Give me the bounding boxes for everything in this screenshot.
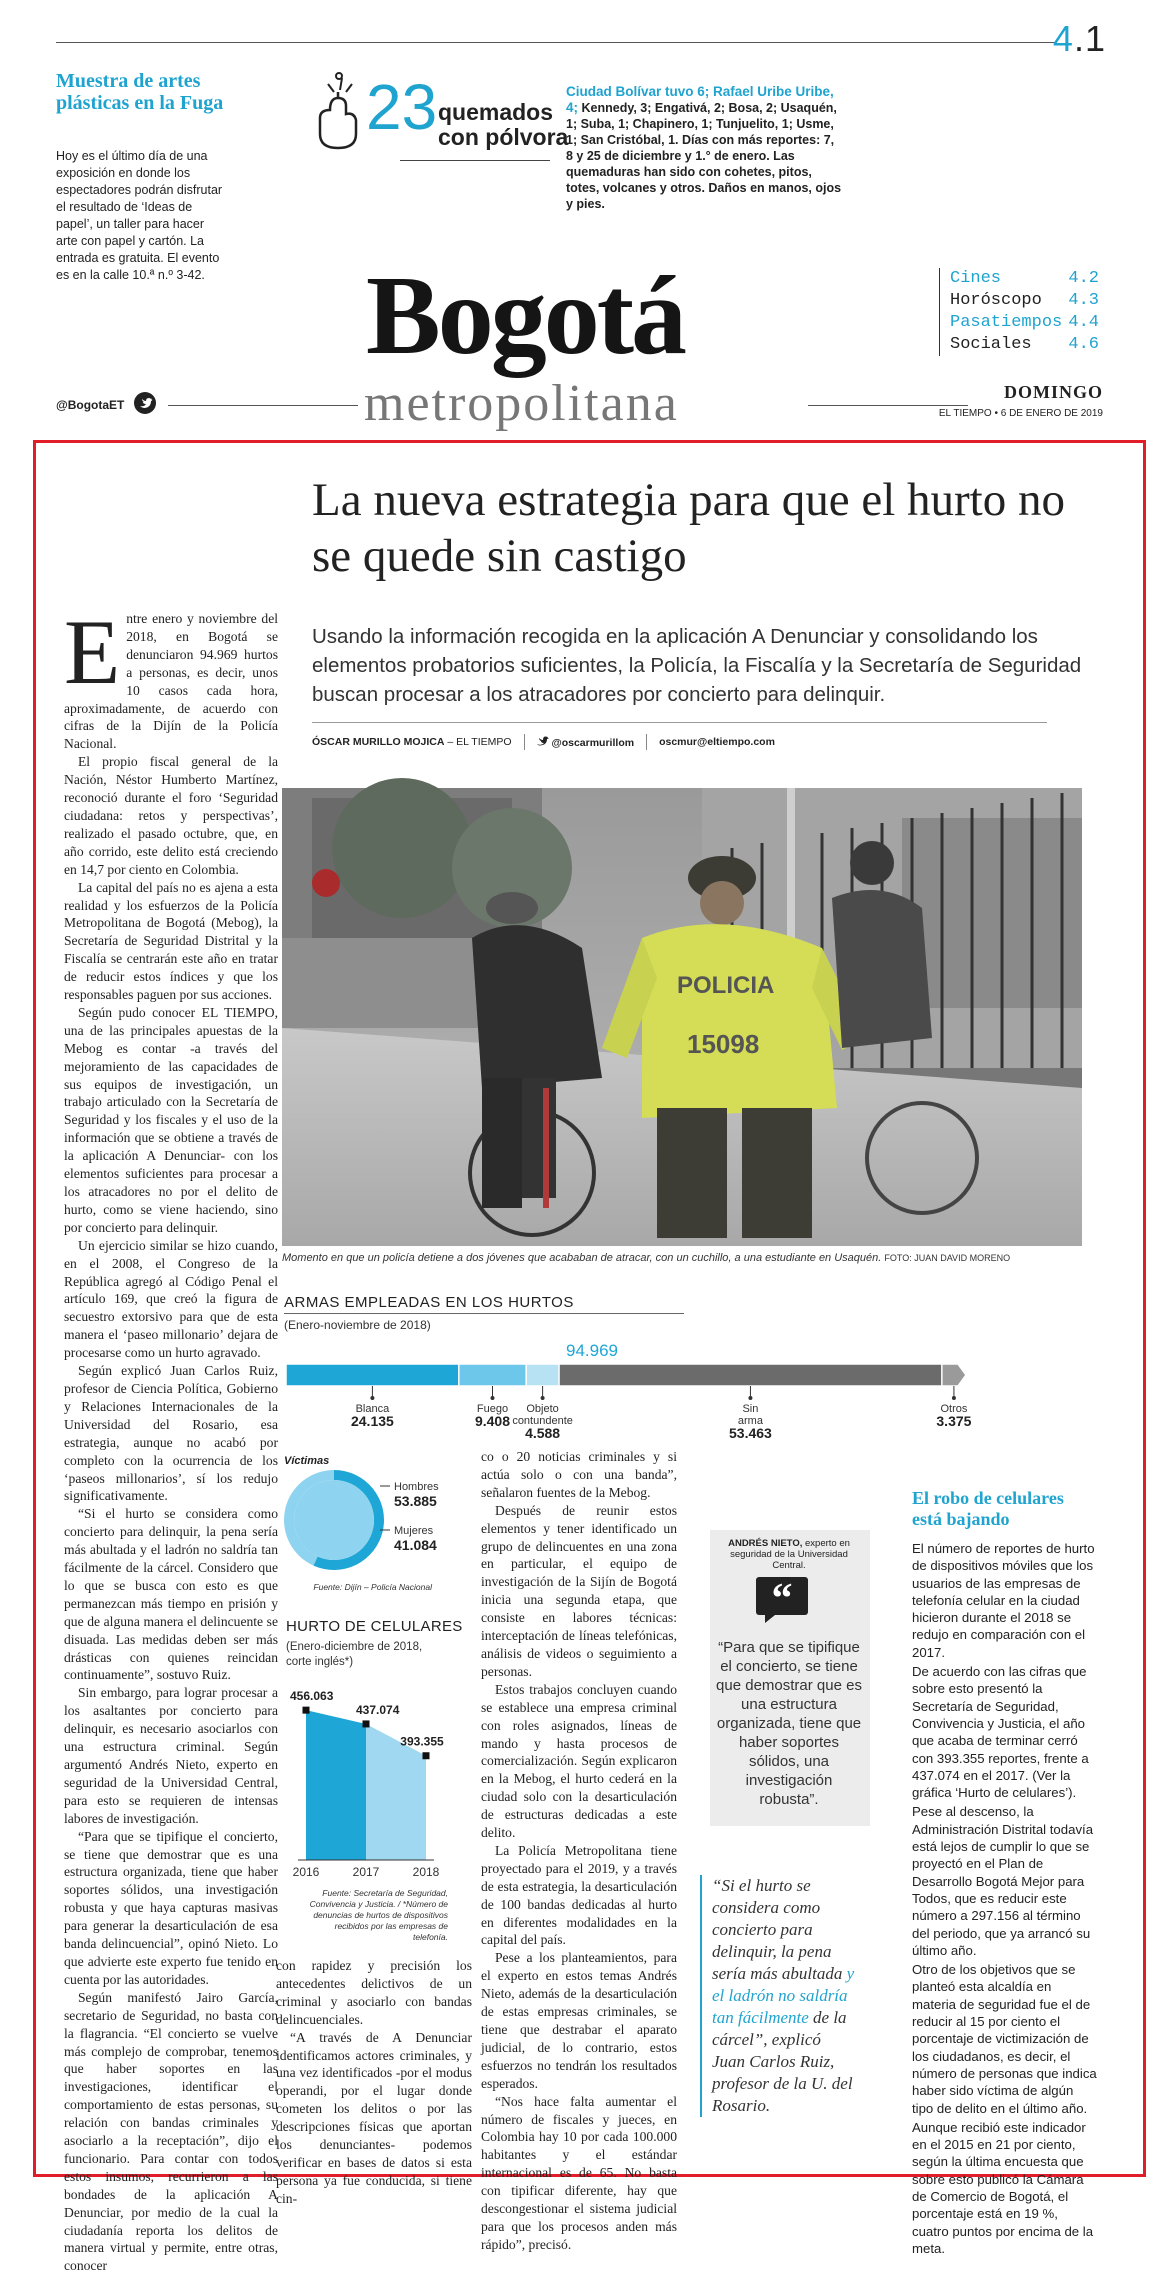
donut-center xyxy=(294,1480,374,1560)
label-dot xyxy=(748,1396,752,1400)
data-point xyxy=(363,1720,370,1727)
index-item[interactable] xyxy=(950,290,1099,312)
byline-separator xyxy=(646,734,647,750)
header-rule-right xyxy=(808,405,968,406)
index-item[interactable] xyxy=(950,268,1099,290)
body-paragraph: Sin embargo, para lograr procesar a los asaltantes por concierto para delinquir, es necesario asociarlos con una estructura criminal. Según argumentó Andrés Nieto, experto en seguridad de la Universidad Central, para esto se requieren de intensas labores de investigación. xyxy=(64,1685,278,1826)
body-paragraph: Estos trabajos concluyen cuando se establece una empresa criminal con roles asignados, líneas de mando y hasta procesos de comercialización. Según explicaron en la Mebog, el hurto cederá en la ciudad solo con la desarticulación de estructuras dedicadas a este delito. xyxy=(481,1681,677,1841)
drop-cap: E xyxy=(64,601,121,703)
cellphone-chart-title: HURTO DE CELULARES xyxy=(286,1618,463,1635)
value-label: 437.074 xyxy=(356,1702,400,1717)
body-paragraph: El propio fiscal general de la Nación, Néstor Humberto Martínez, reconoció durante el foro ‘Seguridad ciudadana: retos y perspectivas’, realizado el pasado octubre, que, en año corrido, este delito está creciendo en 14,7 por ciento en Colombia. xyxy=(64,754,278,877)
body-paragraph: “Si el hurto se considera como concierto para delinquir, la pena sería más abultada y el ladrón no saldría tan fácilmente de la cárcel. Considero que lo que se busca con esto es que permanezcan más tiempo en prisión y que de alguna manera el delincuente se disuada. Las medidas deben ser más drásticas con quienes reincidan continuamente”, sostuvo Ruiz. xyxy=(64,1506,278,1683)
index-item-page: 4.3 xyxy=(1068,291,1099,310)
body-paragraph: La Policía Metropolitana tiene proyectado para el 2019, y a través de esta estrategia, la desarticulación de 100 bandas dedicadas al hurto en diferentes modalidades en la capital del país. xyxy=(481,1842,677,1948)
sidebar-paragraph: Pese al descenso, la Administración Distrital todavía está lejos de cumplir lo que se proyectó en el Plan de Desarrollo Bogotá Mejor para Todos, que es reducir este número a 297.156 al término del periodo, que ya arrancó su último año. xyxy=(912,1804,1094,1958)
index-item[interactable] xyxy=(950,312,1099,334)
data-point xyxy=(303,1707,310,1714)
body-paragraph: “A través de A Denunciar identificamos actores criminales, y una vez identificados -por el modus operandi, por el lugar donde cometen los delitos o por las descripciones físicas que aportan los denunciantes- podemos verificar en bases de datos si esta persona ya fue conducida, si tiene cin- xyxy=(276,2029,472,2206)
bar-segment xyxy=(459,1364,531,1386)
header-rule-left xyxy=(168,405,358,406)
photo-caption: Momento en que un policía detiene a dos jóvenes que acababan de atracar, con un cuchillo, a una estudiante en Usaquén. FOTO: JUAN DAVID MORENO xyxy=(282,1252,1011,1264)
sidebar-paragraph: Otro de los objetivos que se planteó esta alcaldía en materia de seguridad fue el de reducir al 15 por ciento el porcentaje de victimización de los ciudadanos, es decir, el número de personas que indica haber sido víctima de algún tipo de delito en el último año. xyxy=(912,1962,1097,2116)
svg-text:15098: 15098 xyxy=(687,1029,760,1059)
data-point xyxy=(423,1752,430,1759)
outlet: – EL TIEMPO xyxy=(447,736,512,748)
body-paragraph: Según pudo conocer EL TIEMPO, una de las principales apuestas de la Mebog es contar -a través del mejoramiento de las capacidades de sus equipos de investigación, un trabajo articulado con la Secretaría de Seguridad y los fiscales y el uso de la información que se obtiene a través de la aplicación A Denunciar- con los elementos suficientes para procesar a los atracadores no por el delito de hurto, como se viene haciendo, sino por concierto para delinquir. xyxy=(64,1004,278,1235)
article-column-1 xyxy=(64,601,278,2274)
index-item-label: Pasatiempos xyxy=(950,313,1063,332)
value-label: 393.355 xyxy=(400,1734,444,1749)
victims-source: Fuente: Dijín – Policía Nacional xyxy=(313,1582,432,1592)
byline-rule xyxy=(312,722,1047,723)
dek: Usando la información recogida en la aplicación A Denunciar y consolidando los elementos probatorios suficientes, la Policía, la Fiscalía y la Secretaría de Seguridad buscan procesar a los atracadores por concierto para delinquir. xyxy=(312,625,1082,706)
category-label: Otros xyxy=(940,1403,968,1415)
value-label: 456.063 xyxy=(290,1689,334,1704)
body-paragraph: “Para que se tipifique el concierto, se tiene que demostrar que es una estructura organizada, tiene que haber soportes sólidos, una investigación robusta y que haya capturas masivas para generar la desarticulación de esa banda delincuencial”, opinó Nieto. Lo que advierte este experto fue tenido en cuenta por las autoridades. xyxy=(64,1828,278,1987)
author-email[interactable]: oscmur@eltiempo.com xyxy=(659,736,775,748)
svg-text:“: “ xyxy=(771,1576,793,1622)
index-item-page: 4.2 xyxy=(1068,269,1099,288)
index-item-label: Sociales xyxy=(950,335,1032,354)
cellphone-chart-source: Fuente: Secretaría de Seguridad, Convivencia y Justicia. / *Número de denuncias de hurtos de dispositivos recibidos por las empresas de telefonía. xyxy=(309,1888,448,1942)
category-label: contundente xyxy=(512,1415,573,1427)
headline: La nueva estrategia para que el hurto no se quede sin castigo xyxy=(312,474,1065,582)
sidebar-paragraph: El número de reportes de hurto de dispositivos móviles que los usuarios de las empresas de telefonía celular en la ciudad hicieron durante el 2018 se redujo en comparación con el 2017. xyxy=(912,1541,1095,1660)
twitter-icon[interactable] xyxy=(134,392,156,414)
body-paragraph: Según explicó Juan Carlos Ruiz, profesor de Ciencia Política, Gobierno y Relaciones Internacionales de la Universidad del Rosario, esa estrategia, aunque no acabó por completo con la ocurrencia de los ‘paseos millonarios’, sí los redujo significativamente. xyxy=(64,1363,278,1504)
area-segment xyxy=(306,1710,366,1860)
body-paragraph: Pese a los planteamientos, para el experto en estos temas Andrés Nieto, además de la desarticulación de estas empresas criminales, se tiene que destrabar el aparato judicial, de lo contrario, estos esfuerzos no tendrán los resultados esperados. xyxy=(481,1950,677,2091)
svg-text:POLICIA: POLICIA xyxy=(677,972,775,999)
category-label: Objeto xyxy=(526,1403,559,1415)
article-column-2 xyxy=(276,1957,472,2208)
total-label: 94.969 xyxy=(566,1341,618,1360)
index-item[interactable] xyxy=(950,334,1099,356)
weapons-bar-chart xyxy=(284,1334,984,1452)
value-label: 24.135 xyxy=(350,1413,394,1429)
label-dot xyxy=(541,1396,545,1400)
section-subtitle: metropolitana xyxy=(364,375,679,432)
author-twitter[interactable]: @oscarmurillom xyxy=(537,736,635,749)
legend-value: 41.084 xyxy=(394,1537,437,1553)
dateline: EL TIEMPO • 6 DE ENERO DE 2019 xyxy=(938,408,1103,419)
legend-label: Mujeres xyxy=(394,1525,434,1537)
page-number: 4.1 xyxy=(1052,18,1106,59)
top-rule xyxy=(56,42,1056,43)
value-label: 3.375 xyxy=(936,1413,972,1429)
byline xyxy=(312,734,775,750)
article-column-3 xyxy=(481,1448,677,2254)
day-label: DOMINGO xyxy=(1004,382,1103,402)
burn-count: 23 xyxy=(366,71,438,143)
body-paragraph: Después de reunir estos elementos y tener identificado un grupo de delincuentes en una zona en particular, el equipo de investigación de la Sijín de Bogotá inicia una segunda etapa, que consiste en labores técnicas: interceptación de líneas telefónicas, análisis de videos o seguimiento a personas. xyxy=(481,1502,677,1679)
body-paragraph: La capital del país no es ajena a esta realidad y los esfuerzos de la Policía Metropolitana de Bogotá (Mebog), la Secretaría de Seguridad Distrital y la Fiscalía se centrarán este año en tratar de reducir estos índices y que los responsables paguen por sus acciones. xyxy=(64,879,278,1003)
burn-underline xyxy=(400,160,550,161)
author-name: ÓSCAR MURILLO MOJICA xyxy=(312,736,445,748)
twitter-bird-icon xyxy=(537,736,549,746)
index-item-label: Horóscopo xyxy=(950,291,1042,310)
section-title: Bogotá xyxy=(366,254,684,378)
weapons-chart-subtitle: (Enero-noviembre de 2018) xyxy=(284,1318,431,1332)
body-paragraph: ntre enero y noviembre del 2018, en Bogotá se denunciaron 94.969 hurtos a personas, es decir, unos 10 casos cada hora, aproximadamente, de acuerdo con cifras de la Dijín de la Policía Nacional. xyxy=(64,611,278,752)
index-item-page: 4.4 xyxy=(1068,313,1099,332)
bar-segment xyxy=(559,1364,947,1386)
label-dot xyxy=(490,1396,494,1400)
value-label: 53.463 xyxy=(729,1425,772,1441)
body-paragraph: con rapidez y precisión los antecedentes delictivos de un criminal y asociarlo con bandas delincuenciales. xyxy=(276,1958,472,2027)
category-label: Blanca xyxy=(355,1403,390,1415)
quote-icon xyxy=(755,1576,809,1624)
article-photo xyxy=(282,788,1082,1246)
index-item-label: Cines xyxy=(950,269,1002,288)
twitter-handle[interactable]: @BogotaET xyxy=(56,398,125,412)
weapons-chart-title: ARMAS EMPLEADAS EN LOS HURTOS xyxy=(284,1294,574,1311)
value-label: 9.408 xyxy=(474,1413,511,1429)
photo-credit: FOTO: JUAN DAVID MORENO xyxy=(884,1253,1011,1263)
sidebar-text xyxy=(912,1540,1097,2259)
burn-label: quemados con pólvora xyxy=(438,99,569,150)
feature-text: Hoy es el último día de una exposición en donde los espectadores podrán disfrutar el resultado de ‘Ideas de papel’, un taller para hacer arte con papel y cartón. La entrada es gratuita. El evento es en la calle 10.ª n.º 3-42. xyxy=(56,149,223,282)
expert-name: ANDRÉS NIETO, experto en seguridad de la Universidad Central. xyxy=(728,1538,850,1571)
label-dot xyxy=(952,1396,956,1400)
legend-label: Hombres xyxy=(394,1481,439,1493)
bar-segment xyxy=(942,1364,966,1386)
legend-value: 53.885 xyxy=(394,1493,437,1509)
category-label: Sin xyxy=(742,1403,759,1415)
body-paragraph: “Nos hace falta aumentar el número de fiscales y jueces, en Colombia hay 10 por cada 100.000 habitantes y el estándar internacional es de 65. No basta con tipificar diferente, hay que descongestionar el sistema judicial para que los procesos anden más rápido”, precisó. xyxy=(481,2093,677,2252)
victims-donut-chart xyxy=(282,1468,452,1596)
hand-sparkler-icon xyxy=(312,70,364,152)
byline-separator xyxy=(524,734,525,750)
weapons-chart-rule xyxy=(284,1313,684,1314)
value-label: 4.588 xyxy=(525,1425,561,1441)
pull-quote: “Si el hurto se considera como concierto para delinquir, la pena sería más abultada y el ladrón no saldría tan fácilmente de la cárcel”, explicó Juan Carlos Ruiz, profesor de la U. del Rosario. xyxy=(700,1875,855,2117)
bar-segment xyxy=(286,1364,464,1386)
cellphone-chart-subtitle: (Enero-diciembre de 2018, corte inglés*) xyxy=(286,1641,423,1668)
victims-chart-title: Víctimas xyxy=(284,1455,330,1467)
x-tick-label: 2017 xyxy=(352,1865,380,1879)
category-label: arma xyxy=(737,1415,763,1427)
x-tick-label: 2016 xyxy=(292,1865,320,1879)
burn-details: Ciudad Bolívar tuvo 6; Rafael Uribe Uribe, 4; Kennedy, 3; Engativá, 2; Bosa, 2; Usaquén, 1; Suba, 1; Chapinero, 1; Tunjuelito, 1; Usme, 1; San Cristóbal, 1. Días con más reportes: 7, 8 y 25 de diciembre y 1.° de enero. Las quemaduras han sido con cohetes, pitos, totes, volcanes y otros. Daños en manos, ojos y pies. xyxy=(566,84,842,211)
x-tick-label: 2018 xyxy=(412,1865,440,1879)
body-paragraph: Según manifestó Jairo García, secretario de Seguridad, no basta con la flagrancia. “El concierto se vuelve más complejo de comprobar, tenemos que haber soportes en las investigaciones, identificar el comportamiento de estas personas, su relación con bandas criminales y asociarlo a la receptación”, dijo el funcionario. Para contar con todos estos insumos, recurrieron a las bondades de la aplicación A Denunciar, por medio de la cual la ciudadanía reporta los delitos de manera virtual y permite, entre otras, conocer xyxy=(64,1989,278,2274)
sidebar-paragraph: De acuerdo con las cifras que sobre esto presentó la Secretaría de Seguridad, Convivencia y Justicia, el año que acaba de terminar cerró con 393.355 reportes, frente a 437.074 en el 2017. (Ver la gráfica ‘Hurto de celulares’). xyxy=(912,1664,1089,1801)
cellphone-area-chart xyxy=(286,1680,456,1890)
sidebar-title: El robo de celulares está bajando xyxy=(912,1488,1064,1529)
expert-quote: “Para que se tipifique el concierto, se tiene que demostrar que es una estructura organizada, tiene que haber soportes sólidos, una investigación robusta”. xyxy=(716,1639,862,1808)
index-item-page: 4.6 xyxy=(1068,335,1099,354)
label-dot xyxy=(370,1396,374,1400)
body-paragraph: Un ejercicio similar se hizo cuando, en el 2008, el Congreso de la República agregó al Código Penal el artículo 169, que creó la figura de secuestro extorsivo para que de esta manera el ‘paseo millonario’ dejara de procesarse como un hurto agravado. xyxy=(64,1237,278,1361)
category-label: Fuego xyxy=(476,1403,509,1415)
body-paragraph: co o 20 noticias criminales y si actúa solo o con una banda”, señalaron fuentes de la Mebog. xyxy=(481,1449,677,1500)
feature-title: Muestra de artes plásticas en la Fuga xyxy=(56,70,224,114)
page-index xyxy=(939,268,1099,356)
sidebar-paragraph: Aunque recibió este indicador en el 2015 en 21 por ciento, según la última encuesta que sobre esto publicó la Cámara de Comercio de Bogotá, el porcentaje está en 19 %, cuatro puntos por encima de la meta. xyxy=(912,2119,1094,2256)
